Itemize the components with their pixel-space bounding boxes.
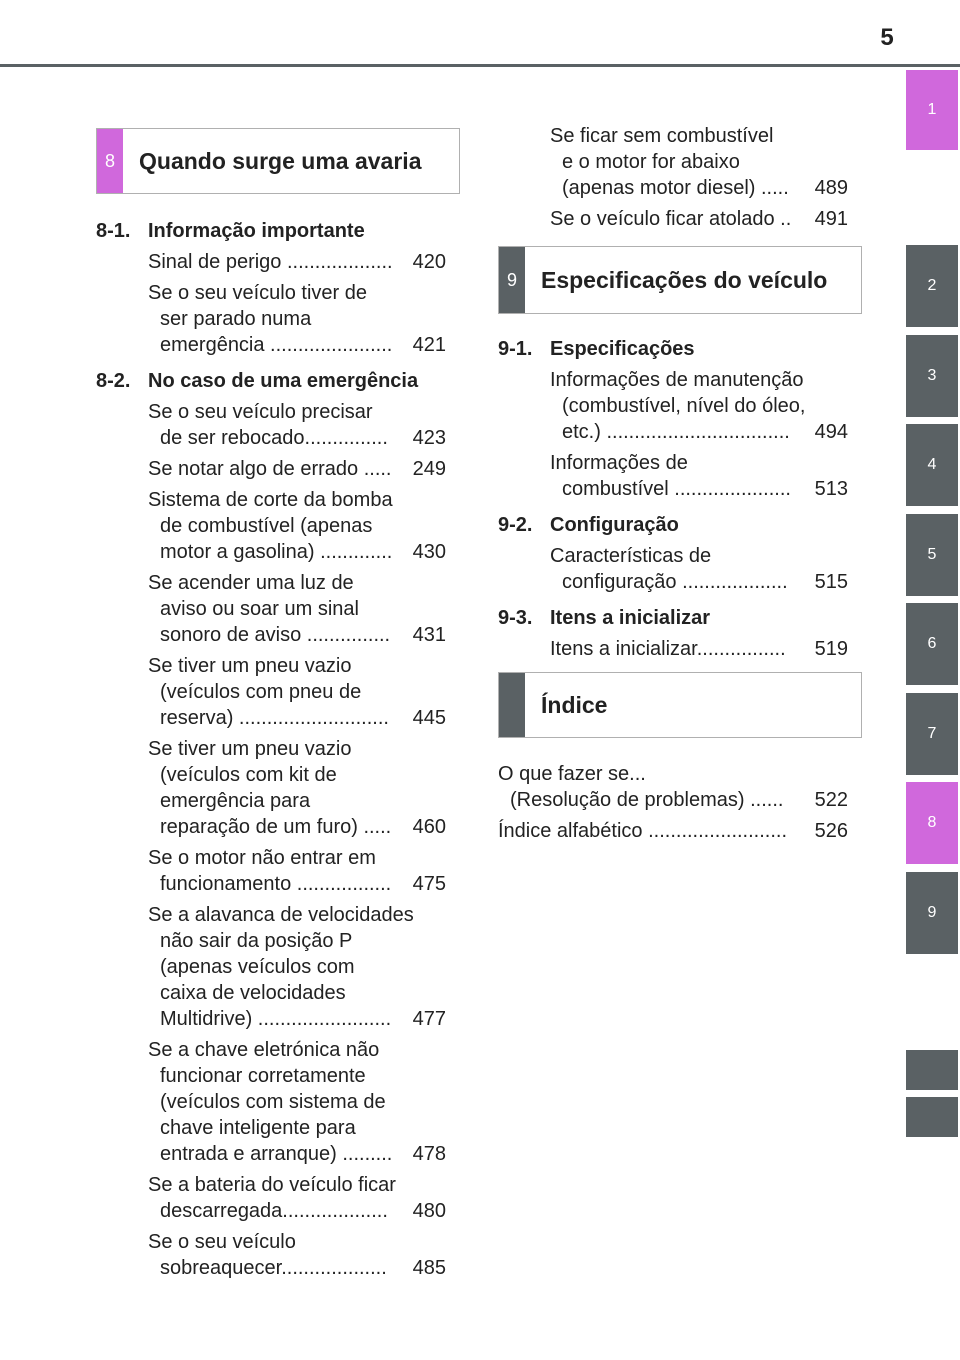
section-number: 9 <box>499 247 525 313</box>
toc-entry-text: Informações de combustível ..................... <box>550 452 791 500</box>
toc-entry-page: 491 <box>814 208 848 230</box>
toc-entry-text: Sinal de perigo ................... <box>148 251 393 273</box>
chapter-tab-3[interactable]: 3 <box>906 335 958 417</box>
toc-entry-page: 515 <box>814 571 848 593</box>
toc-entry-text: Se a alavanca de velocidades não sair da posição P (apenas veículos com caixa de velocidades Multidrive) ........................ <box>148 904 414 1030</box>
subsection-title: Itens a inicializar <box>550 607 711 629</box>
section-title: Quando surge uma avaria <box>139 147 422 174</box>
toc-entry-page: 526 <box>814 820 848 842</box>
toc-entry[interactable] <box>148 280 446 358</box>
toc-entry[interactable] <box>550 206 848 232</box>
subsection-heading <box>498 336 848 362</box>
toc-entry-page: 475 <box>412 873 446 895</box>
toc-entry-text: Se o seu veículo precisar de ser rebocado............... <box>148 401 388 449</box>
toc-entry[interactable] <box>498 818 848 844</box>
subsection-code: 9-3. <box>498 607 533 629</box>
toc-entry-page: 480 <box>412 1200 446 1222</box>
toc-entry-page: 423 <box>412 427 446 449</box>
toc-entry-text: Se ficar sem combustível e o motor for abaixo (apenas motor diesel) ..... <box>550 125 789 199</box>
chapter-tab-8[interactable]: 8 <box>906 782 958 864</box>
page-number: 5 <box>880 24 894 51</box>
toc-entry-text: Se o motor não entrar em funcionamento ................. <box>148 847 392 895</box>
toc-entry-text: Se notar algo de errado ..... <box>148 458 392 480</box>
toc-entry[interactable] <box>148 1229 446 1281</box>
toc-entry-text: Informações de manutenção (combustível, nível do óleo, etc.) ................................. <box>550 369 806 443</box>
subsection-title: Especificações <box>550 338 695 360</box>
toc-entry[interactable] <box>148 487 446 565</box>
subsection-code: 8-2. <box>96 370 131 392</box>
toc-entry-page: 431 <box>412 624 446 646</box>
toc-entry[interactable] <box>148 845 446 897</box>
toc-entry-page: 494 <box>814 421 848 443</box>
toc-entry-page: 522 <box>814 789 848 811</box>
toc-entry[interactable] <box>550 367 848 445</box>
toc-entry-page: 460 <box>412 816 446 838</box>
subsection-title: No caso de uma emergência <box>148 370 419 392</box>
toc-entry-page: 519 <box>814 638 848 660</box>
toc-entry-text: Características de configuração ................... <box>550 545 788 593</box>
subsection-heading <box>498 512 848 538</box>
toc-entry-text: Se o veículo ficar atolado .. <box>550 208 792 230</box>
toc-entry-text: Itens a inicializar................ <box>550 638 786 660</box>
toc-entry[interactable] <box>148 399 446 451</box>
subsection-heading <box>96 368 446 394</box>
toc-entry-page: 249 <box>412 458 446 480</box>
toc-entry-page: 489 <box>814 177 848 199</box>
toc-entry-text: Se a chave eletrónica não funcionar corretamente (veículos com sistema de chave inteligente para entrada e arranque) ......... <box>148 1039 393 1165</box>
chapter-tab-4[interactable]: 4 <box>906 424 958 506</box>
section-8-header <box>96 128 460 194</box>
section-9-contents <box>498 326 848 662</box>
toc-entry-page: 430 <box>412 541 446 563</box>
subsection-title: Configuração <box>550 514 679 536</box>
toc-entry[interactable] <box>550 543 848 595</box>
toc-entry-text: Se o seu veículo tiver de ser parado numa emergência ...................... <box>148 282 393 356</box>
toc-entry[interactable] <box>148 736 446 840</box>
chapter-tab-6[interactable]: 6 <box>906 603 958 685</box>
toc-entry-page: 485 <box>412 1257 446 1279</box>
section-8-continued <box>550 118 848 232</box>
subsection-heading <box>96 218 446 244</box>
subsection-code: 9-1. <box>498 338 533 360</box>
toc-entry-text: Sistema de corte da bomba de combustível (apenas motor a gasolina) ............. <box>148 489 393 563</box>
section-title: Especificações do veículo <box>541 266 828 293</box>
chapter-tab-5[interactable]: 5 <box>906 514 958 596</box>
chapter-tab-blank-10[interactable] <box>906 1097 958 1137</box>
toc-entry-page: 513 <box>814 478 848 500</box>
toc-entry[interactable] <box>550 123 848 201</box>
toc-entry[interactable] <box>148 1037 446 1167</box>
toc-entry[interactable] <box>550 450 848 502</box>
top-rule <box>0 64 960 67</box>
section-title: Índice <box>541 691 608 718</box>
section-8-contents <box>96 208 446 1281</box>
toc-entry-text: Se acender uma luz de aviso ou soar um sinal sonoro de aviso ............... <box>148 572 391 646</box>
toc-entry[interactable] <box>550 636 848 662</box>
chapter-tab-1[interactable]: 1 <box>906 70 958 150</box>
toc-entry-page: 478 <box>412 1143 446 1165</box>
toc-entry[interactable] <box>498 761 848 813</box>
chapter-tab-7[interactable]: 7 <box>906 693 958 775</box>
toc-entry-text: Se a bateria do veículo ficar descarregada................... <box>148 1174 396 1222</box>
toc-entry[interactable] <box>148 249 446 275</box>
chapter-tab-2[interactable]: 2 <box>906 245 958 327</box>
toc-entry-text: Se tiver um pneu vazio (veículos com pneu de reserva) ........................... <box>148 655 389 729</box>
toc-entry[interactable] <box>148 902 446 1032</box>
toc-entry[interactable] <box>148 653 446 731</box>
toc-entry-page: 421 <box>412 334 446 356</box>
section-number <box>499 673 525 737</box>
subsection-code: 8-1. <box>96 220 131 242</box>
toc-entry-page: 420 <box>412 251 446 273</box>
toc-entry[interactable] <box>148 1172 446 1224</box>
section-9-header <box>498 246 862 314</box>
toc-entry-page: 477 <box>412 1008 446 1030</box>
index-header <box>498 672 862 738</box>
chapter-tab-9[interactable]: 9 <box>906 872 958 954</box>
index-contents <box>498 756 848 844</box>
toc-entry[interactable] <box>148 456 446 482</box>
toc-entry-page: 445 <box>412 707 446 729</box>
toc-entry-text: Se tiver um pneu vazio (veículos com kit de emergência para reparação de um furo) ..... <box>148 738 392 838</box>
subsection-heading <box>498 605 848 631</box>
subsection-title: Informação importante <box>148 220 365 242</box>
toc-entry-text: Se o seu veículo sobreaquecer................... <box>148 1231 387 1279</box>
chapter-tab-blank-9[interactable] <box>906 1050 958 1090</box>
section-number: 8 <box>97 129 123 193</box>
toc-entry-text: O que fazer se... (Resolução de problemas) ...... <box>498 763 784 811</box>
toc-entry[interactable] <box>148 570 446 648</box>
toc-entry-text: Índice alfabético ......................... <box>498 820 788 842</box>
subsection-code: 9-2. <box>498 514 533 536</box>
